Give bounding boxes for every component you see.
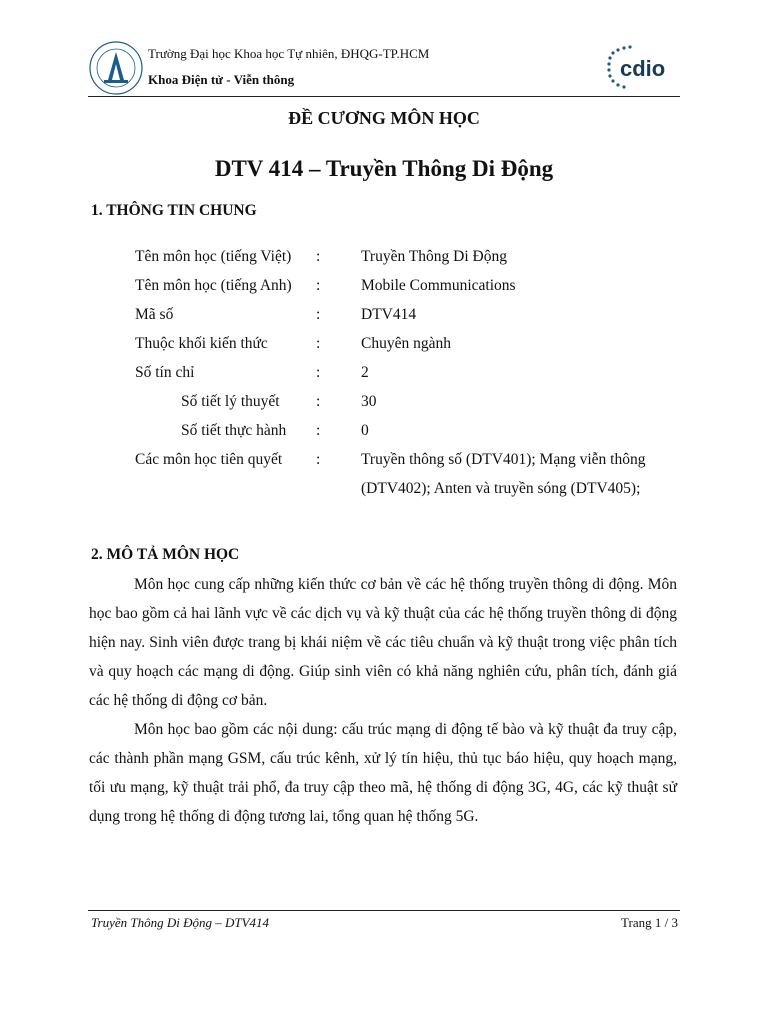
section2-heading: 2. MÔ TẢ MÔN HỌC	[91, 546, 240, 563]
info-colon: :	[316, 335, 321, 352]
footer-divider	[88, 910, 680, 911]
info-row	[0, 248, 768, 277]
info-label: Số tiết lý thuyết	[181, 393, 280, 410]
info-colon: :	[316, 364, 321, 381]
info-label: Thuộc khối kiến thức	[135, 335, 268, 352]
info-row	[0, 306, 768, 335]
info-value: 0	[361, 422, 369, 439]
info-colon: :	[316, 393, 321, 410]
info-label: Số tiết thực hành	[181, 422, 287, 439]
info-colon: :	[316, 306, 321, 323]
info-colon: :	[316, 451, 321, 468]
cdio-logo	[606, 44, 682, 92]
course-title: DTV 414 – Truyền Thông Di Động	[214, 156, 554, 181]
info-value: DTV414	[361, 306, 417, 323]
section1-heading: 1. THÔNG TIN CHUNG	[91, 202, 257, 219]
info-label: Tên môn học (tiếng Việt)	[135, 248, 292, 265]
info-label: Số tín chỉ	[135, 364, 195, 381]
footer-page-number: Trang 1 / 3	[621, 915, 678, 930]
info-value: 2	[361, 364, 369, 381]
footer-course: Truyền Thông Di Động – DTV414	[91, 915, 270, 930]
info-value: Truyền thông số (DTV401); Mạng viễn thông (DTV402); Anten và truyền sóng (DTV405);	[361, 451, 646, 497]
info-colon: :	[316, 422, 321, 439]
description-paragraph: Môn học cung cấp những kiến thức cơ bản về các hệ thống truyền thông di động. Môn học bao gồm cả hai lãnh vực về các dịch vụ và kỹ thuật của các hệ thống truyền thông di động hiện nay. Sinh viên được trang bị khái niệm về các tiêu chuẩn và kỹ thuật trong việc phân tích và quy hoạch các mạng di động. Giúp sinh viên có khả năng nghiên cứu, phân tích, đánh giá các hệ thống di động cơ bản.	[89, 576, 677, 709]
header-university: Trường Đại học Khoa học Tự nhiên, ĐHQG-TP.HCM	[148, 46, 430, 61]
document-title: ĐỀ CƯƠNG MÔN HỌC	[288, 108, 480, 128]
info-value: Truyền Thông Di Động	[361, 248, 507, 265]
university-logo	[88, 40, 144, 96]
info-value: Chuyên ngành	[361, 335, 451, 352]
info-value: 30	[361, 393, 377, 410]
header-faculty: Khoa Điện tử - Viễn thông	[148, 72, 295, 87]
info-row	[0, 277, 768, 306]
info-row	[0, 364, 768, 393]
info-row	[0, 393, 768, 422]
cdio-logo-text: cdio	[620, 56, 666, 81]
info-row	[0, 451, 768, 509]
info-label: Các môn học tiên quyết	[135, 451, 283, 468]
description-paragraph: Môn học bao gồm các nội dung: cấu trúc mạng di động tế bào và kỹ thuật đa truy cập, các thành phần mạng GSM, cấu trúc kênh, xử lý tín hiệu, thủ tục báo hiệu, quy hoạch mạng, tối ưu mạng, kỹ thuật trải phổ, đa truy cập theo mã, hệ thống di động 3G, 4G, các kỹ thuật sử dụng trong hệ thống di động tương lai, tổng quan hệ thống 5G.	[89, 721, 677, 825]
info-colon: :	[316, 277, 321, 294]
header-divider	[88, 96, 680, 97]
info-value: Mobile Communications	[361, 277, 516, 294]
info-colon: :	[316, 248, 321, 265]
info-row	[0, 335, 768, 364]
info-label: Mã số	[135, 306, 174, 323]
info-label: Tên môn học (tiếng Anh)	[135, 277, 292, 294]
